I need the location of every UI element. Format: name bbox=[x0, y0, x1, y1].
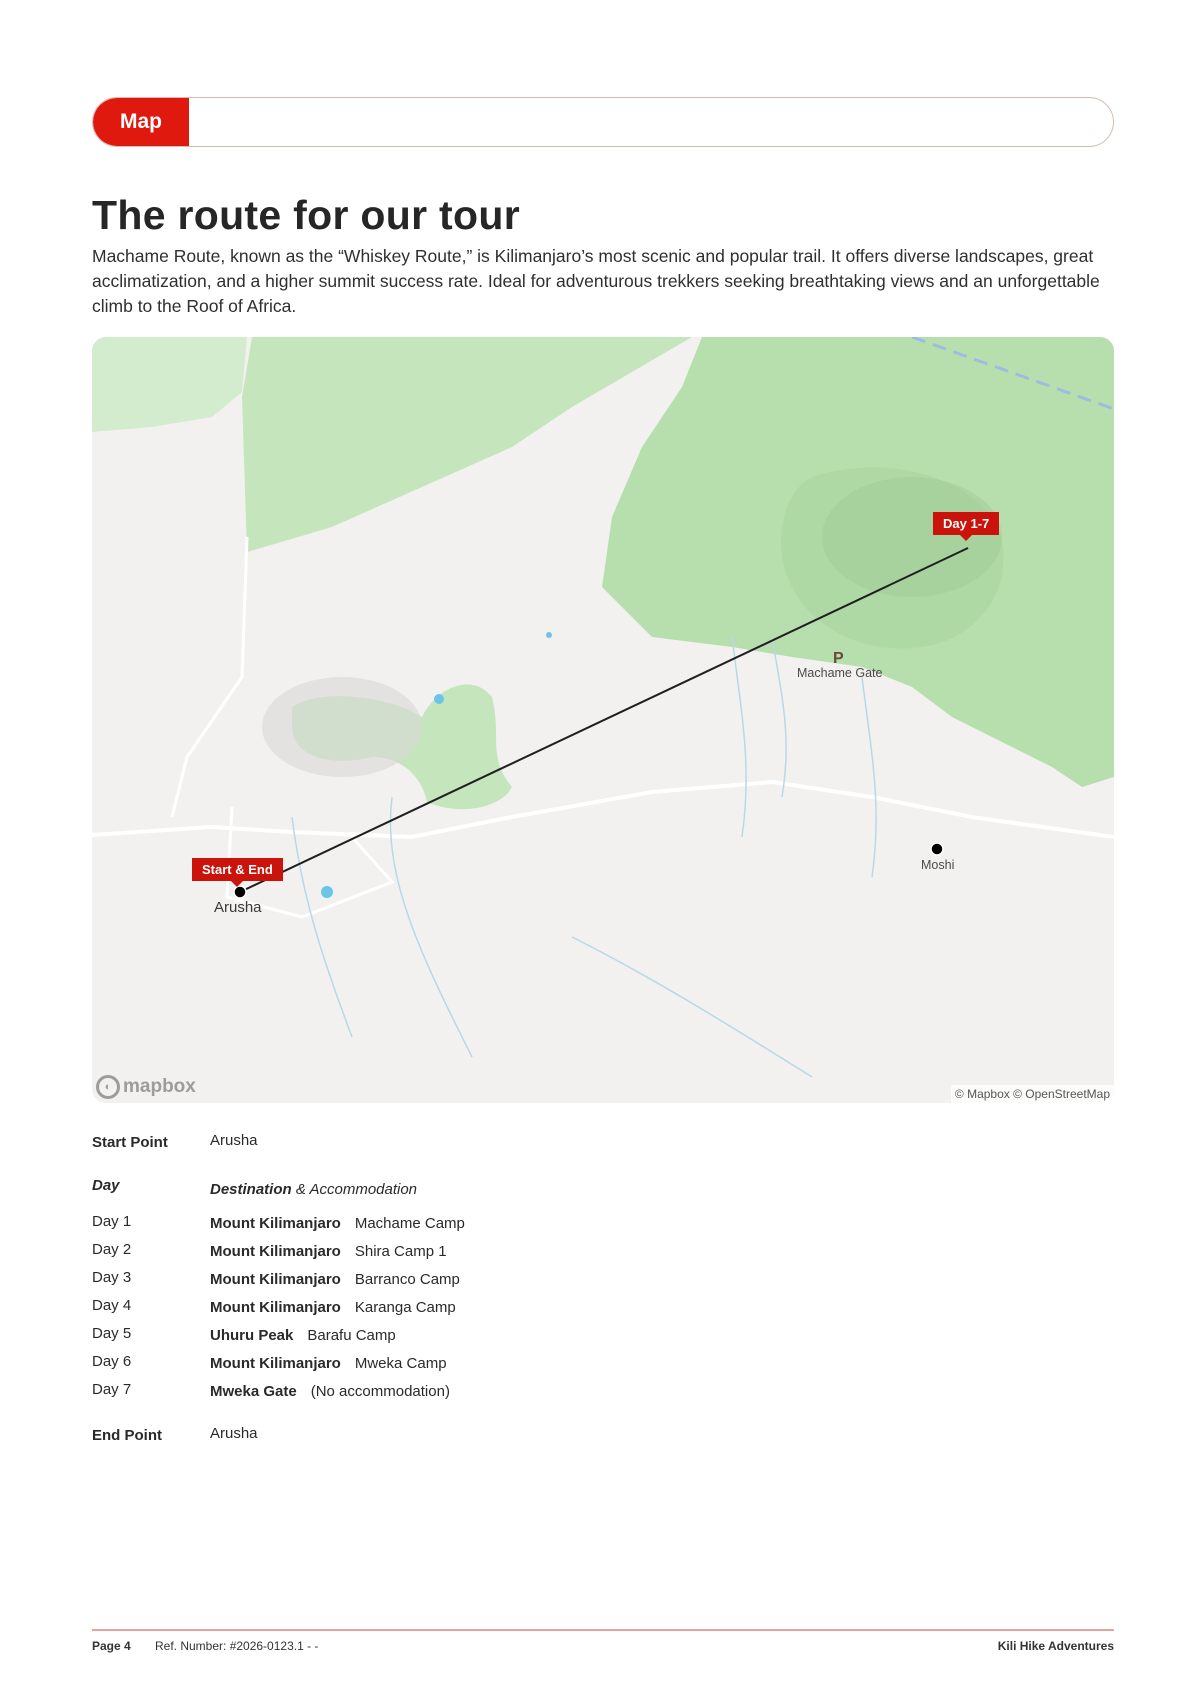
mapbox-icon: ◐ bbox=[96, 1075, 120, 1099]
page-number: Page 4 bbox=[92, 1639, 131, 1653]
destination-header: Destination bbox=[210, 1181, 292, 1198]
map-background bbox=[92, 337, 1114, 1103]
route-map[interactable] bbox=[92, 337, 1114, 1103]
reference-number: Ref. Number: #2026-0123.1 - - bbox=[155, 1639, 319, 1653]
intro-paragraph: Machame Route, known as the “Whiskey Route,” is Kilimanjaro’s most scenic and popular trail. It offers diverse landscapes, great acclimatization, and a higher summit success rate. Ideal for adventurous trekkers seeking breathtaking views and an unforgettable climb to the Roof of Africa. bbox=[92, 246, 1100, 316]
day-header: Day bbox=[92, 1177, 120, 1194]
map-attribution[interactable]: © Mapbox © OpenStreetMap bbox=[951, 1085, 1114, 1103]
section-header-bar bbox=[92, 97, 1114, 147]
end-point-value: Arusha bbox=[210, 1425, 258, 1442]
company-name: Kili Hike Adventures bbox=[997, 1639, 1114, 1653]
section-tab-map: Map bbox=[93, 98, 189, 146]
page-title: The route for our tour bbox=[92, 192, 520, 238]
end-point-label: End Point bbox=[92, 1427, 162, 1444]
days-marker[interactable]: Day 1-7 bbox=[933, 512, 999, 535]
place-moshi: Moshi bbox=[921, 858, 955, 872]
accommodation-header: & Accommodation bbox=[295, 1181, 418, 1198]
parking-icon: P bbox=[833, 650, 844, 667]
mapbox-logo[interactable]: ◐ mapbox bbox=[96, 1075, 196, 1099]
place-arusha: Arusha bbox=[214, 899, 262, 916]
start-point-value: Arusha bbox=[210, 1132, 258, 1149]
start-point-label: Start Point bbox=[92, 1134, 168, 1151]
footer-divider bbox=[92, 1629, 1114, 1631]
start-end-marker[interactable]: Start & End bbox=[192, 858, 283, 881]
place-machame-gate: Machame Gate bbox=[797, 666, 883, 680]
